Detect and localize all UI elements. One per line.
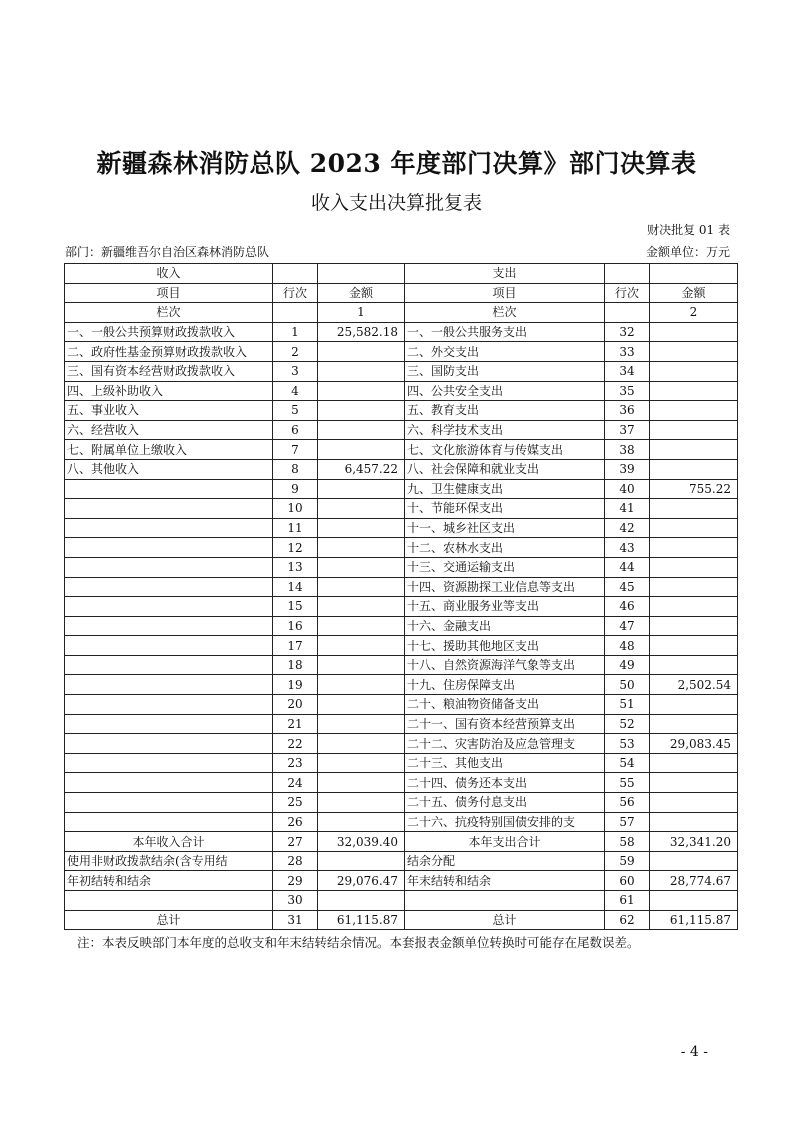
cell-in-amt: 25,582.18 bbox=[318, 322, 405, 342]
table-row bbox=[65, 361, 738, 381]
cell-in-amt bbox=[318, 695, 405, 715]
cell-in-item bbox=[65, 577, 273, 597]
cell-in-item bbox=[65, 518, 273, 538]
cell-out-item: 五、教育支出 bbox=[405, 401, 605, 421]
cell-in-no: 26 bbox=[273, 812, 318, 832]
cell-in-item bbox=[65, 557, 273, 577]
cell-in-no: 7 bbox=[273, 440, 318, 460]
grand-total-in-label: 总计 bbox=[65, 910, 273, 930]
grand-total-in-amount: 61,115.87 bbox=[318, 910, 405, 930]
table-row bbox=[65, 459, 738, 479]
cell-in-item bbox=[65, 734, 273, 754]
header-in-amount: 金额 bbox=[318, 283, 405, 303]
cell-in-no: 5 bbox=[273, 401, 318, 421]
cell-out-amt bbox=[650, 420, 738, 440]
cell-out-amt bbox=[650, 459, 738, 479]
cell-out-item: 十六、金融支出 bbox=[405, 616, 605, 636]
table-row bbox=[65, 753, 738, 773]
cell-out-no: 37 bbox=[605, 420, 650, 440]
table-row bbox=[65, 793, 738, 813]
table-row bbox=[65, 557, 738, 577]
cell-out-amt bbox=[650, 812, 738, 832]
cell-in-no: 23 bbox=[273, 753, 318, 773]
table-row bbox=[65, 518, 738, 538]
cell-in-amt bbox=[318, 499, 405, 519]
page-title: 新疆森林消防总队 2023 年度部门决算》部门决算表 bbox=[96, 149, 697, 178]
cell-out-item: 九、卫生健康支出 bbox=[405, 479, 605, 499]
cell-out-no: 48 bbox=[605, 636, 650, 656]
cell-in-item: 三、国有资本经营财政拨款收入 bbox=[65, 361, 273, 381]
cell-in-no: 9 bbox=[273, 479, 318, 499]
column-index-1: 1 bbox=[318, 303, 405, 323]
cell-out-amt bbox=[650, 577, 738, 597]
page-number: - 4 - bbox=[680, 1044, 708, 1060]
cell-in-item bbox=[65, 695, 273, 715]
cell-out-item: 六、科学技术支出 bbox=[405, 420, 605, 440]
cell-in-item: 六、经营收入 bbox=[65, 420, 273, 440]
department-label: 部门：新疆维吾尔自治区森林消防总队 bbox=[65, 245, 270, 259]
cell-out-item: 三、国防支出 bbox=[405, 361, 605, 381]
cell-in-no: 3 bbox=[273, 361, 318, 381]
cell-out-item: 十三、交通运输支出 bbox=[405, 557, 605, 577]
cell-in-item: 八、其他收入 bbox=[65, 459, 273, 479]
cell-in-no: 20 bbox=[273, 695, 318, 715]
column-label-out: 栏次 bbox=[405, 303, 605, 323]
grand-total-row: 总计 31 61,115.87 总计 62 61,115.87 bbox=[65, 910, 738, 930]
cell-out-item: 一、一般公共服务支出 bbox=[405, 322, 605, 342]
cell-out-no: 32 bbox=[605, 322, 650, 342]
cell-out-item: 十八、自然资源海洋气象等支出 bbox=[405, 655, 605, 675]
ending-balance-label: 年末结转和结余 bbox=[405, 871, 605, 891]
table-row bbox=[65, 616, 738, 636]
table-row bbox=[65, 381, 738, 401]
cell-out-no: 38 bbox=[605, 440, 650, 460]
header-out-line-no: 行次 bbox=[605, 283, 650, 303]
cell-out-amt bbox=[650, 440, 738, 460]
cell-out-amt bbox=[650, 616, 738, 636]
cell-out-item: 十九、住房保障支出 bbox=[405, 675, 605, 695]
cell-in-amt: 6,457.22 bbox=[318, 459, 405, 479]
cell-in-no: 12 bbox=[273, 538, 318, 558]
amount-unit-label: 金额单位：万元 bbox=[645, 245, 730, 259]
cell-in-amt bbox=[318, 577, 405, 597]
cell-in-amt bbox=[318, 734, 405, 754]
cell-in-no: 25 bbox=[273, 793, 318, 813]
table-row bbox=[65, 714, 738, 734]
income-expense-table bbox=[64, 263, 738, 930]
year-income-amount: 32,039.40 bbox=[318, 832, 405, 852]
cell-in-no: 1 bbox=[273, 322, 318, 342]
cell-out-item: 七、文化旅游体育与传媒支出 bbox=[405, 440, 605, 460]
cell-out-item: 二十二、灾害防治及应急管理支 bbox=[405, 734, 605, 754]
cell-out-amt bbox=[650, 381, 738, 401]
cell-in-no: 17 bbox=[273, 636, 318, 656]
table-row bbox=[65, 322, 738, 342]
header-row-columns bbox=[65, 283, 738, 303]
cell-out-no: 56 bbox=[605, 793, 650, 813]
cell-out-no: 52 bbox=[605, 714, 650, 734]
grand-total-out-amount: 61,115.87 bbox=[650, 910, 738, 930]
cell-in-item bbox=[65, 479, 273, 499]
cell-out-amt: 2,502.54 bbox=[650, 675, 738, 695]
cell-in-item bbox=[65, 538, 273, 558]
cell-out-item: 十五、商业服务业等支出 bbox=[405, 597, 605, 617]
year-expense-amount: 32,341.20 bbox=[650, 832, 738, 852]
cell-out-amt bbox=[650, 401, 738, 421]
cell-out-amt: 755.22 bbox=[650, 479, 738, 499]
cell-out-no: 45 bbox=[605, 577, 650, 597]
cell-in-amt bbox=[318, 557, 405, 577]
cell-out-amt bbox=[650, 518, 738, 538]
cell-out-amt bbox=[650, 499, 738, 519]
cell-in-item bbox=[65, 655, 273, 675]
cell-in-item: 一、一般公共预算财政拨款收入 bbox=[65, 322, 273, 342]
cell-out-no: 57 bbox=[605, 812, 650, 832]
cell-out-no: 33 bbox=[605, 342, 650, 362]
table-row bbox=[65, 655, 738, 675]
cell-in-amt bbox=[318, 342, 405, 362]
cell-in-item bbox=[65, 597, 273, 617]
table-row bbox=[65, 499, 738, 519]
header-out-amount: 金额 bbox=[650, 283, 738, 303]
cell-out-no: 34 bbox=[605, 361, 650, 381]
cell-in-amt bbox=[318, 538, 405, 558]
cell-in-amt bbox=[318, 361, 405, 381]
cell-in-amt bbox=[318, 616, 405, 636]
cell-in-no: 18 bbox=[273, 655, 318, 675]
cell-in-item bbox=[65, 499, 273, 519]
cell-out-amt bbox=[650, 342, 738, 362]
table-row bbox=[65, 538, 738, 558]
cell-out-item: 二十五、债务付息支出 bbox=[405, 793, 605, 813]
table-row bbox=[65, 342, 738, 362]
header-row-section bbox=[65, 264, 738, 284]
nonfiscal-label: 使用非财政拨款结余(含专用结 bbox=[65, 851, 273, 871]
table-row bbox=[65, 401, 738, 421]
cell-in-no: 24 bbox=[273, 773, 318, 793]
table-row bbox=[65, 636, 738, 656]
cell-in-no: 11 bbox=[273, 518, 318, 538]
table-row bbox=[65, 577, 738, 597]
cell-in-amt bbox=[318, 714, 405, 734]
table-row bbox=[65, 675, 738, 695]
cell-out-item: 八、社会保障和就业支出 bbox=[405, 459, 605, 479]
cell-out-amt bbox=[650, 538, 738, 558]
column-index-2: 2 bbox=[650, 303, 738, 323]
table-row bbox=[65, 695, 738, 715]
cell-out-item: 二、外交支出 bbox=[405, 342, 605, 362]
cell-out-amt bbox=[650, 793, 738, 813]
table-row bbox=[65, 479, 738, 499]
cell-in-item: 七、附属单位上缴收入 bbox=[65, 440, 273, 460]
cell-in-item bbox=[65, 793, 273, 813]
header-in-line-no: 行次 bbox=[273, 283, 318, 303]
cell-in-amt bbox=[318, 479, 405, 499]
cell-out-amt bbox=[650, 753, 738, 773]
total-row-nonfiscal: 使用非财政拨款结余(含专用结 28 结余分配 59 bbox=[65, 851, 738, 871]
year-income-label: 本年收入合计 bbox=[65, 832, 273, 852]
cell-out-item: 四、公共安全支出 bbox=[405, 381, 605, 401]
cell-in-item: 五、事业收入 bbox=[65, 401, 273, 421]
table-row bbox=[65, 812, 738, 832]
cell-in-item bbox=[65, 812, 273, 832]
column-label-in: 栏次 bbox=[65, 303, 273, 323]
cell-in-no: 16 bbox=[273, 616, 318, 636]
cell-out-amt bbox=[650, 773, 738, 793]
cell-in-amt bbox=[318, 773, 405, 793]
year-expense-label: 本年支出合计 bbox=[405, 832, 605, 852]
total-row-carryover: 年初结转和结余 29 29,076.47 年末结转和结余 60 28,774.67 bbox=[65, 871, 738, 891]
footnote: 注：本表反映部门本年度的总收支和年末结转结余情况。本套报表金额单位转换时可能存在尾数误差。 bbox=[77, 935, 640, 950]
cell-out-no: 46 bbox=[605, 597, 650, 617]
header-income: 收入 bbox=[65, 264, 273, 284]
cell-in-no: 4 bbox=[273, 381, 318, 401]
table-row bbox=[65, 734, 738, 754]
beginning-balance-label: 年初结转和结余 bbox=[65, 871, 273, 891]
cell-out-no: 53 bbox=[605, 734, 650, 754]
cell-in-item bbox=[65, 616, 273, 636]
cell-in-amt bbox=[318, 655, 405, 675]
cell-in-item bbox=[65, 753, 273, 773]
cell-in-amt bbox=[318, 440, 405, 460]
cell-out-item: 二十一、国有资本经营预算支出 bbox=[405, 714, 605, 734]
cell-out-no: 55 bbox=[605, 773, 650, 793]
cell-out-item: 十一、城乡社区支出 bbox=[405, 518, 605, 538]
cell-out-item: 十四、资源勘探工业信息等支出 bbox=[405, 577, 605, 597]
cell-out-amt bbox=[650, 557, 738, 577]
ending-balance-amount: 28,774.67 bbox=[650, 871, 738, 891]
cell-out-no: 40 bbox=[605, 479, 650, 499]
cell-in-amt bbox=[318, 753, 405, 773]
cell-out-item: 十七、援助其他地区支出 bbox=[405, 636, 605, 656]
cell-out-item: 十二、农林水支出 bbox=[405, 538, 605, 558]
cell-in-no: 6 bbox=[273, 420, 318, 440]
form-code: 财决批复 01 表 bbox=[647, 223, 730, 237]
cell-in-item: 二、政府性基金预算财政拨款收入 bbox=[65, 342, 273, 362]
header-out-item: 项目 bbox=[405, 283, 605, 303]
cell-out-amt bbox=[650, 655, 738, 675]
cell-out-no: 47 bbox=[605, 616, 650, 636]
table-row bbox=[65, 773, 738, 793]
cell-out-no: 54 bbox=[605, 753, 650, 773]
cell-out-no: 51 bbox=[605, 695, 650, 715]
cell-out-item: 十、节能环保支出 bbox=[405, 499, 605, 519]
cell-in-amt bbox=[318, 420, 405, 440]
cell-out-item: 二十四、债务还本支出 bbox=[405, 773, 605, 793]
total-row-year: 本年收入合计 27 32,039.40 本年支出合计 58 32,341.20 bbox=[65, 832, 738, 852]
cell-in-amt bbox=[318, 597, 405, 617]
cell-in-amt bbox=[318, 381, 405, 401]
cell-out-no: 36 bbox=[605, 401, 650, 421]
surplus-distribution-label: 结余分配 bbox=[405, 851, 605, 871]
cell-out-no: 43 bbox=[605, 538, 650, 558]
table-subtitle: 收入支出决算批复表 bbox=[310, 192, 482, 214]
cell-out-amt: 29,083.45 bbox=[650, 734, 738, 754]
cell-in-amt bbox=[318, 675, 405, 695]
cell-out-no: 50 bbox=[605, 675, 650, 695]
cell-in-no: 2 bbox=[273, 342, 318, 362]
cell-out-amt bbox=[650, 636, 738, 656]
cell-in-no: 13 bbox=[273, 557, 318, 577]
cell-in-amt bbox=[318, 518, 405, 538]
cell-in-no: 8 bbox=[273, 459, 318, 479]
cell-out-no: 42 bbox=[605, 518, 650, 538]
cell-out-amt bbox=[650, 695, 738, 715]
cell-in-no: 15 bbox=[273, 597, 318, 617]
cell-in-item bbox=[65, 636, 273, 656]
cell-out-item: 二十、粮油物资储备支出 bbox=[405, 695, 605, 715]
cell-out-no: 35 bbox=[605, 381, 650, 401]
cell-out-amt bbox=[650, 361, 738, 381]
cell-in-item bbox=[65, 773, 273, 793]
cell-in-amt bbox=[318, 812, 405, 832]
cell-out-no: 41 bbox=[605, 499, 650, 519]
header-in-item: 项目 bbox=[65, 283, 273, 303]
cell-in-no: 10 bbox=[273, 499, 318, 519]
header-row-column-index bbox=[65, 303, 738, 323]
grand-total-out-label: 总计 bbox=[405, 910, 605, 930]
cell-in-item: 四、上级补助收入 bbox=[65, 381, 273, 401]
cell-in-no: 21 bbox=[273, 714, 318, 734]
cell-out-amt bbox=[650, 597, 738, 617]
cell-in-amt bbox=[318, 636, 405, 656]
cell-in-amt bbox=[318, 401, 405, 421]
header-expense: 支出 bbox=[405, 264, 605, 284]
table-row bbox=[65, 420, 738, 440]
cell-out-no: 39 bbox=[605, 459, 650, 479]
cell-out-amt bbox=[650, 322, 738, 342]
table-row bbox=[65, 597, 738, 617]
total-row-blank: 30 61 bbox=[65, 891, 738, 911]
cell-out-amt bbox=[650, 714, 738, 734]
cell-in-no: 14 bbox=[273, 577, 318, 597]
cell-in-item bbox=[65, 714, 273, 734]
cell-out-no: 49 bbox=[605, 655, 650, 675]
cell-out-item: 二十三、其他支出 bbox=[405, 753, 605, 773]
table-row bbox=[65, 440, 738, 460]
cell-out-no: 44 bbox=[605, 557, 650, 577]
cell-in-no: 22 bbox=[273, 734, 318, 754]
cell-in-amt bbox=[318, 793, 405, 813]
cell-in-item bbox=[65, 675, 273, 695]
beginning-balance-amount: 29,076.47 bbox=[318, 871, 405, 891]
cell-in-no: 19 bbox=[273, 675, 318, 695]
cell-out-item: 二十六、抗疫特别国债安排的支 bbox=[405, 812, 605, 832]
